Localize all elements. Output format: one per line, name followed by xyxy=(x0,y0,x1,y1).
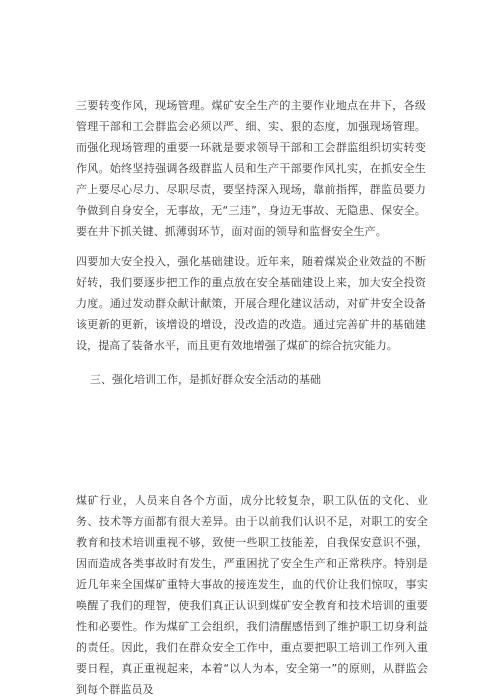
section-heading: 三、强化培训工作，是抓好群众安全活动的基础 xyxy=(90,373,321,386)
paragraph-safety-investment: 四要加大安全投入，强化基础建设。近年来，随着煤炭企业效益的不断好转，我们要逐步把工作的重点放在安全基础建设上来，加大安全投资力度。通过发动群众献计献策，开展合理化建议活动，对矿井安全设备该更新的更新，该增设的增设，没改造的改造。通过完善矿井的基础建设，提高了装备水平，而且更有效地增强了煤矿的综合抗灾能力。 xyxy=(76,255,426,352)
paragraph-work-style: 三要转变作风，现场管理。煤矿安全生产的主要作业地点在井下，各级管理干部和工会群监会必须以严、细、实、狠的态度，加强现场管理。而强化现场管理的重要一环就是要求领导干部和工会群监组织切实转变作风。始终坚持强调各级群监人员和生产干部要作风扎实，在抓安全生产上要尽心尽力、尽职尽责，要坚持深入现场，靠前指挥，群监员要力争做到自身安全，无事故，无“三违”，身边无事故、无隐患、保安全。要在井下抓关键、抓薄弱环节，面对面的领导和监督安全生产。 xyxy=(76,99,426,238)
paragraph-training: 煤矿行业，人员来自各个方面，成分比较复杂，职工队伍的文化、业务、技术等方面都有很大差异。由于以前我们认识不足，对职工的安全教育和技术培训重视不够，致使一些职工技能差，自我保安意识不强，因而造成各类事故时有发生，严重困扰了安全生产和正常秩序。特别是近几年来全国煤矿重特大事故的接连发生，血的代价让我们惊叹，事实唤醒了我们的理智，使我们真正认识到煤矿安全教育和技术培训的重要性和必要性。作为煤矿工会组织，我们清醒感悟到了维护职工切身利益的责任。因此，我们在群众安全工作中，重点要把职工培训工作列入重要日程，真正重视起来，本着“以人为本，安全第一”的原则，从群监会到每个群监员及 xyxy=(76,494,428,696)
